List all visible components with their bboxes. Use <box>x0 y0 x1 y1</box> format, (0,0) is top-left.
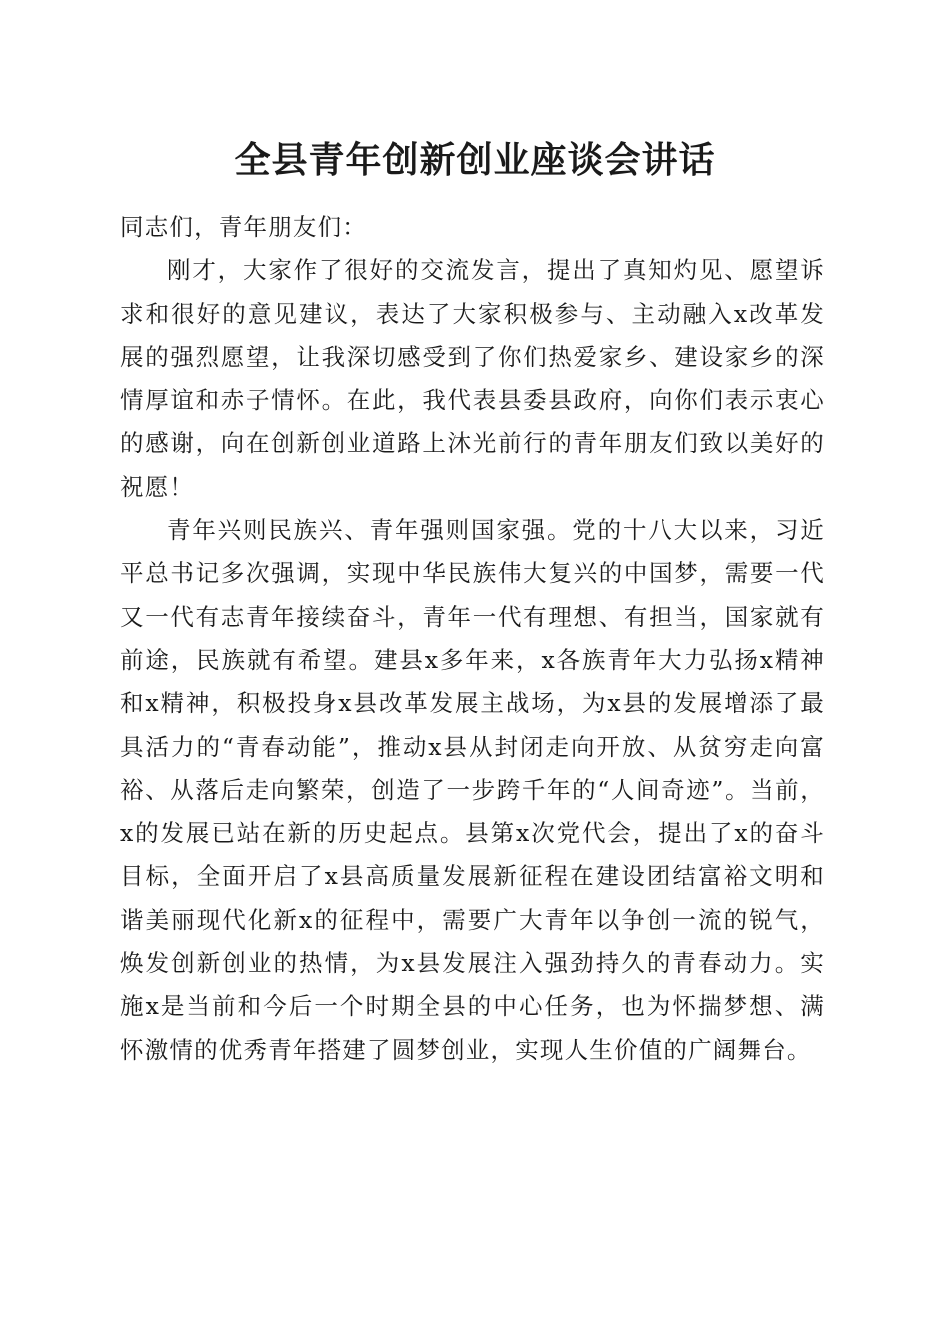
document-body <box>120 206 825 1072</box>
paragraph-2: 青年兴则民族兴、青年强则国家强。党的十八大以来，习近平总书记多次强调，实现中华民族伟大复兴的中国梦，需要一代又一代有志青年接续奋斗，青年一代有理想、有担当，国家就有前途，民族就有希望。建县x多年来，x各族青年大力弘扬x精神和x精神，积极投身x县改革发展主战场，为x县的发展增添了最具活力的“青春动能”，推动x县从封闭走向开放、从贫穷走向富裕、从落后走向繁荣，创造了一步跨千年的“人间奇迹”。当前，x的发展已站在新的历史起点。县第x次党代会，提出了x的奋斗目标，全面开启了x县高质量发展新征程在建设团结富裕文明和谐美丽现代化新x的征程中，需要广大青年以争创一流的锐气，焕发创新创业的热情，为x县发展注入强劲持久的青春动力。实施x是当前和今后一个时期全县的中心任务，也为怀揣梦想、满怀激情的优秀青年搭建了圆梦创业，实现人生价值的广阔舞台。 <box>120 516 825 1064</box>
document-title: 全县青年创新创业座谈会讲话 <box>234 139 716 181</box>
paragraph-1: 刚才，大家作了很好的交流发言，提出了真知灼见、愿望诉求和很好的意见建议，表达了大家积极参与、主动融入x改革发展的强烈愿望，让我深切感受到了你们热爱家乡、建设家乡的深情厚谊和赤子情怀。在此，我代表县委县政府，向你们表示衷心的感谢，向在创新创业道路上沐光前行的青年朋友们致以美好的祝愿！ <box>120 256 825 501</box>
salutation: 同志们，青年朋友们： <box>120 213 367 241</box>
